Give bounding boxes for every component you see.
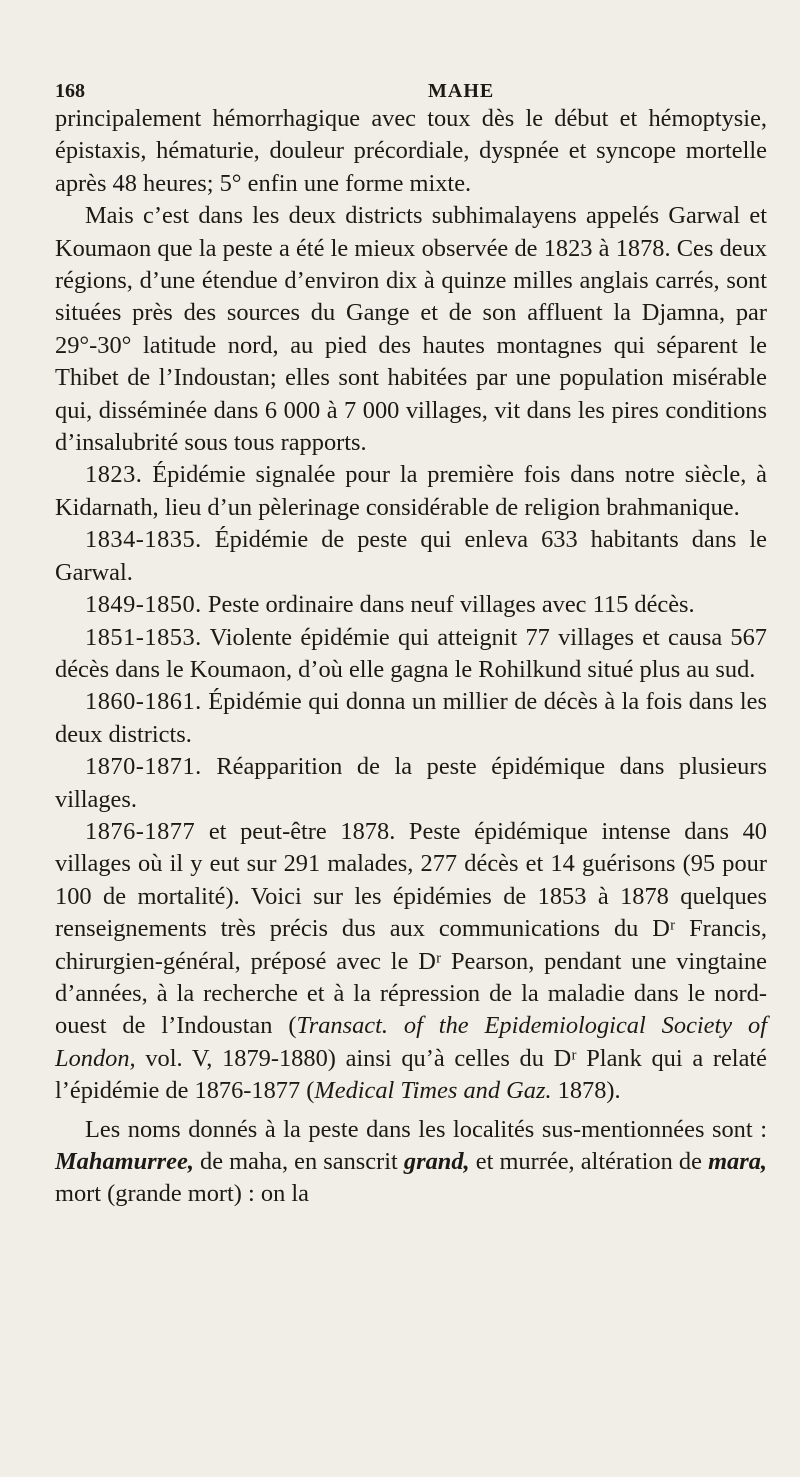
citation-transactions: Transact. of the Epidemiological Society of London, <box>55 1012 767 1072</box>
paragraph-2: Mais c’est dans les deux districts subhimalayens appelés Garwal et Koumaon que la peste a été le mieux observée de 1823 à 1878. Ces deux régions, d’une étendue d’environ dix à quinze milles anglais carrés, sont situées près des sources du Gange et de son affluent la Djamna, par 29°-30° latitude nord, au pied des hautes montagnes qui séparent le Thibet de l’Indoustan; elles sont habitées par une population misérable qui, disséminée dans 6 000 à 7 000 villages, vit dans les pires conditions d’insalubrité sous tous rapports. <box>55 202 767 457</box>
year-1870: 1870-1871. <box>85 753 202 781</box>
paragraph-1851 <box>55 622 767 687</box>
text-1823: Épidémie signalée pour la première fois dans notre siècle, à Kidarnath, lieu d’un pèlerinage considérable de religion brahmanique. <box>55 461 767 521</box>
citation-medical-times: Medical Times and Gaz. <box>314 1077 552 1105</box>
year-1860: 1860-1861. <box>85 688 202 716</box>
paragraph-1834 <box>55 524 767 589</box>
text-1876-b: vol. V, 1879-1880) ainsi qu’à celles du Dʳ Plank qui a relaté l’épidémie de 1876-1877 ( <box>55 1044 767 1105</box>
year-1851: 1851-1853. <box>85 623 202 651</box>
year-1823: 1823. <box>85 461 143 489</box>
year-1876: 1876-1877 <box>85 817 196 845</box>
running-title: MAHE <box>428 80 495 102</box>
text-names-b: de maha, en sanscrit <box>193 1148 404 1175</box>
text-names-a: Les noms donnés à la peste dans les localités sus-mentionnées sont : <box>85 1115 767 1143</box>
paragraph-1: principalement hémorrhagique avec toux dès le début et hémoptysie, épistaxis, hématurie, douleur précordiale, dyspnée et syncope mortelle après 48 heures; 5° enfin une forme mixte. <box>55 105 767 197</box>
paragraph-names <box>55 1114 767 1211</box>
term-mahamurree: Mahamurree, <box>55 1148 194 1175</box>
text-names-c: et murrée, altération de <box>469 1148 709 1175</box>
year-1849: 1849-1850. <box>85 591 202 619</box>
text-1870: Réapparition de la peste épidémique dans plusieurs villages. <box>55 753 767 813</box>
paragraph-1860 <box>55 686 767 751</box>
paragraph-1849 <box>55 589 767 621</box>
page-number: 168 <box>55 80 85 102</box>
paragraph-1823 <box>55 459 767 524</box>
text-1876-a: et peut-être 1878. Peste épidémique intense dans 40 villages où il y eut sur 291 malades, 277 décès et 14 guérisons (95 pour 100 de mortalité). Voici sur les épidémies de 1853 à 1878 quelques renseignements très précis dus aux communications du Dʳ Francis, chirurgien-général, préposé avec le Dʳ Pearson, pendant une vingtaine d’années, à la recherche et à la répression de la maladie dans le nord-ouest de l’Indoustan ( <box>55 817 767 1040</box>
text-1876-c: 1878). <box>551 1077 621 1105</box>
text-1851: Violente épidémie qui atteignit 77 villages et causa 567 décès dans le Koumaon, d’où elle gagna le Rohilkund situé plus au sud. <box>55 623 767 683</box>
text-1834: Épidémie de peste qui enleva 633 habitants dans le Garwal. <box>55 526 767 586</box>
body-text <box>55 103 767 1211</box>
text-1849: Peste ordinaire dans neuf villages avec 115 décès. <box>207 591 695 619</box>
paragraph-1876 <box>55 816 767 1108</box>
year-1834: 1834-1835. <box>85 526 202 554</box>
text-names-d: mort (grande mort) : on la <box>55 1180 309 1208</box>
text-1860: Épidémie qui donna un millier de décès à la fois dans les deux districts. <box>55 688 767 748</box>
term-grand: grand, <box>403 1148 470 1175</box>
term-mara: mara, <box>708 1148 768 1175</box>
paragraph-1870 <box>55 751 767 816</box>
